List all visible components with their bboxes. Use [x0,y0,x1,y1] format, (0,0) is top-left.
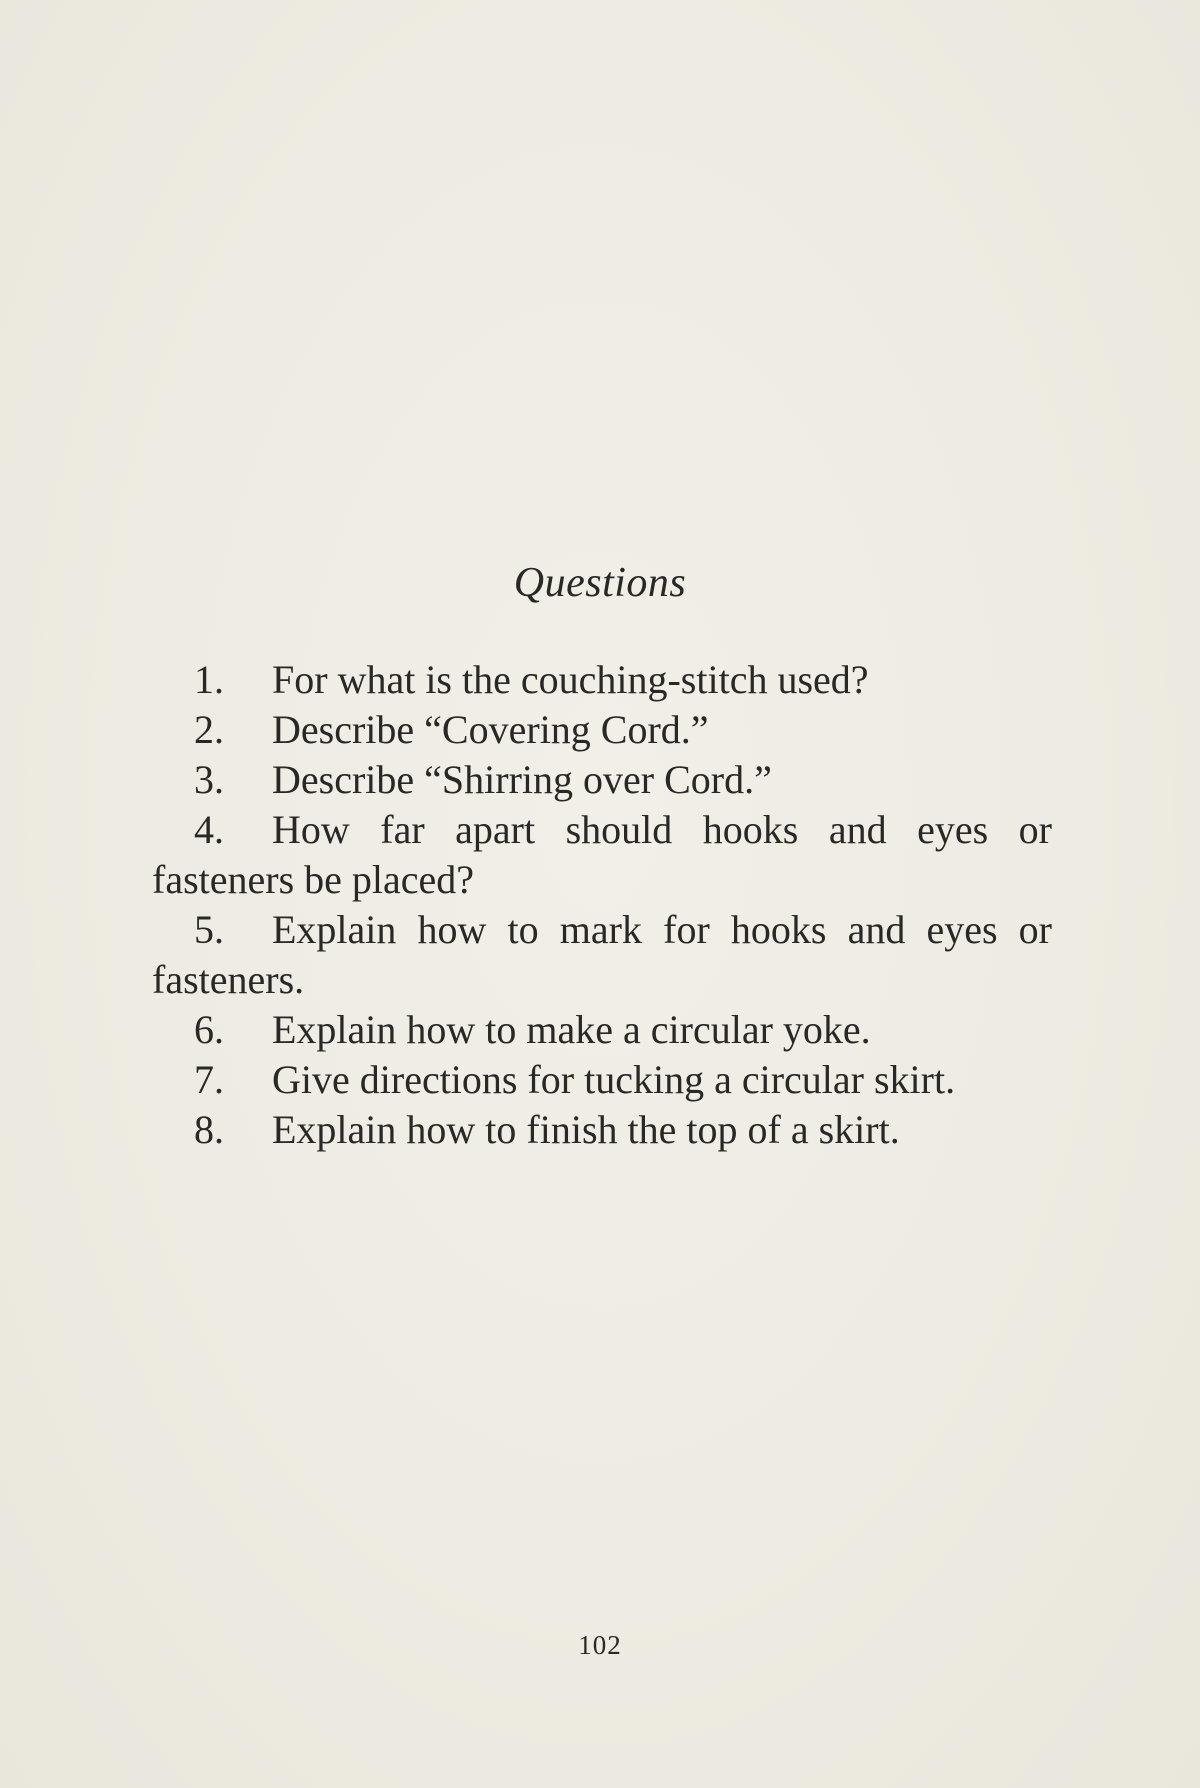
question-text: Give directions for tucking a circular skirt. [272,1057,956,1102]
questions-list [152,655,1052,1155]
question-text: Describe “Shirring over Cord.” [272,757,772,802]
question-number: 8. [194,1107,224,1152]
question-text: How far apart should hooks and eyes or fasteners be placed? [152,807,1052,902]
question-text: Explain how to make a circular yoke. [272,1007,871,1052]
question-item [152,755,1052,805]
question-number: 5. [194,907,224,952]
question-number: 7. [194,1057,224,1102]
question-item [152,1105,1052,1155]
question-text: For what is the couching-stitch used? [272,657,869,702]
question-item [152,905,1052,1005]
question-item [152,1005,1052,1055]
question-number: 2. [194,707,224,752]
question-item [152,655,1052,705]
question-item [152,1055,1052,1105]
question-number: 3. [194,757,224,802]
question-number: 4. [194,807,224,852]
question-number: 1. [194,657,224,702]
question-text: Explain how to mark for hooks and eyes or fasteners. [152,907,1052,1002]
page-number: 102 [578,1630,622,1660]
question-item [152,805,1052,905]
question-text: Explain how to finish the top of a skirt. [272,1107,900,1152]
questions-heading: Questions [513,560,687,606]
question-item [152,705,1052,755]
question-text: Describe “Covering Cord.” [272,707,709,752]
question-number: 6. [194,1007,224,1052]
